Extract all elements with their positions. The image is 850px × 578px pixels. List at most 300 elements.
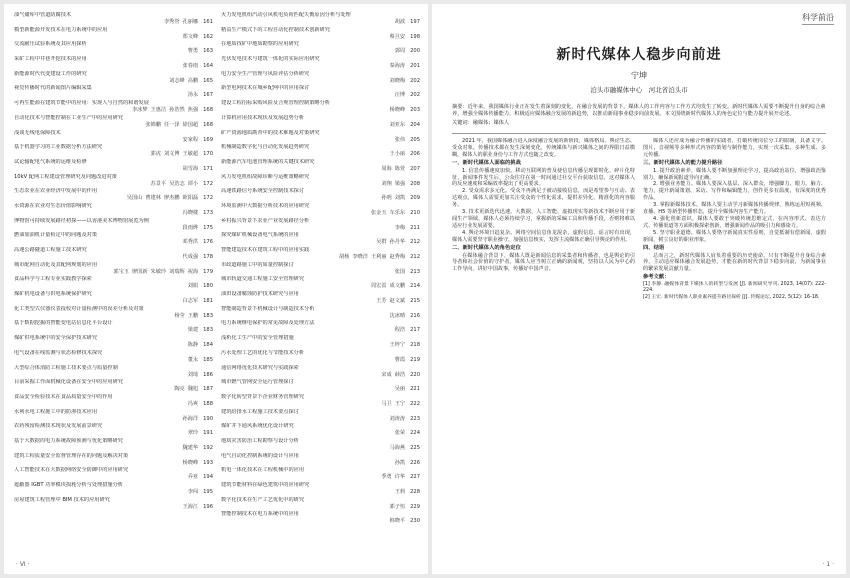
toc-entry-author: 王莉: [394, 489, 406, 496]
toc-entry-page: 201: [410, 63, 420, 70]
toc-entry-author: 焦强: [187, 107, 199, 114]
toc-entry-title: 数字化技术在生产工艺优化中的研究: [221, 496, 305, 503]
toc-entry-author: 廖国新: [131, 268, 148, 275]
toc-entry-title: 数字化转型背景下企业财务管理研究: [221, 393, 305, 400]
toc-entry-author: 刘亚东: [389, 121, 406, 128]
section-heading: 四、结语: [643, 244, 665, 251]
toc-entry-title: 浅谈无线电保障技术: [14, 129, 61, 136]
toc-entry: [14, 423, 213, 437]
toc-entry-title: 目前采掘工作面机械化设备在安全中的应用研究: [14, 379, 123, 386]
toc-entry-author: 王海江: [182, 503, 199, 510]
toc-entry-page: 216: [410, 312, 420, 319]
toc-entry-author: 曹建林: [145, 195, 161, 202]
toc-entry: [14, 159, 213, 173]
toc-entry-author: 董永: [187, 356, 199, 363]
toc-entry-title: 高速铁路信号系统安全控制技术探讨: [221, 188, 305, 195]
toc-entry: [221, 394, 420, 408]
toc-entry-title: 高速公路隧道工程施工技术研究: [14, 247, 87, 253]
toc-entry-author: 吴国山: [126, 195, 143, 202]
toc-entry-page: 183: [203, 327, 213, 334]
toc-entry-page: 192: [203, 444, 213, 451]
toc-entry-title: 市政道路施工中的质量控制探讨: [221, 261, 294, 268]
toc-entry-title: 机电一体化技术在工程机械中的应用: [221, 467, 305, 474]
toc-entry-author: 安家程: [182, 136, 199, 143]
toc-entry-author: 杨晓峰: [389, 107, 406, 114]
toc-entry-author: 曹霞: [394, 356, 406, 363]
toc-entry: [221, 262, 420, 276]
toc-entry-author: 孙明: [381, 195, 392, 202]
toc-entry: [221, 188, 420, 202]
toc-entry-page: 180: [203, 283, 213, 290]
toc-entry-page: 214: [410, 283, 420, 290]
toc-entry-title: 农药残留检测技术现状及发展前景研究: [14, 423, 103, 430]
toc-entry-page: 176: [203, 239, 213, 246]
toc-entry: [221, 379, 420, 393]
toc-entry-author: 胡波: [394, 19, 406, 26]
paragraph: 5. 坚守职业道德。媒体人要恪守新闻真实性原则，自觉抵制有偿新闻、虚假新闻，树立良好的职业形象。: [643, 229, 826, 243]
toc-entry-author: 冯晓楼: [182, 209, 199, 216]
toc-entry-title: 电力系统继电保护的常见故障及处理方法: [221, 320, 315, 327]
toc-entry-title: 智能制造背景下机械设计与制造技术分析: [221, 305, 315, 312]
toc-entry: [14, 320, 213, 334]
toc-entry: [14, 130, 213, 144]
toc-entry-author: 谭小: [187, 180, 199, 187]
toc-entry-page: 184: [203, 342, 213, 349]
toc-entry-page: 183: [203, 312, 213, 319]
toc-entry-page: 196: [203, 503, 213, 510]
toc-entry-author: 孔丽娜: [182, 19, 199, 26]
toc-entry: [14, 291, 213, 305]
paragraph: 媒体人还应成为融合传播的实践者，打破传统岗位分工的限制，具备文字、图片、音视频等多种形式内容的策划与制作能力，实现一次采集、多种生成、多元传播。: [643, 138, 826, 158]
toc-entry-author: 李晓洋: [352, 254, 368, 261]
toc-entry-page: 227: [410, 474, 420, 481]
toc-entry-author: 郑文峰: [182, 33, 199, 40]
toc-entry: [14, 85, 213, 99]
toc-entry-title: 在地质找矿中地质勘察的应用研究: [221, 41, 299, 48]
toc-entry-author: 刘文博: [163, 151, 180, 158]
toc-entry-author: 翠玲: [187, 430, 199, 437]
toc-entry-title: 大型综合体消防工程施工技术要点与质量控制: [14, 364, 118, 371]
toc-entry: [221, 100, 420, 114]
toc-entry-page: 210: [410, 209, 420, 216]
toc-entry-author: 任一泽: [163, 121, 180, 128]
toc-entry-author: 张锦鹏: [145, 121, 161, 128]
toc-entry-title: 电气设备在线监测与状态检修技术探究: [14, 349, 103, 356]
toc-entry-page: 194: [203, 474, 213, 481]
toc-entry: [221, 511, 420, 525]
toc-entry-author: 王梓宁: [389, 342, 406, 349]
article-affiliation: 泊头市融媒体中心 河北省泊头市: [590, 86, 688, 94]
toc-entry-page: 219: [410, 356, 420, 363]
toc-entry-title: 城市配网自动化及其配网规划的应用: [14, 261, 98, 268]
toc-entry: [221, 12, 420, 26]
toc-entry-author: 孙丹华: [389, 239, 406, 246]
toc-entry-title: 基于机器学习的工业数据分析方法研究: [14, 144, 103, 151]
toc-entry: [14, 482, 213, 496]
article-title: 新时代媒体人稳步向前进: [556, 47, 722, 63]
toc-entry-title: 建筑工程质量安全监督管理存在的问题及解决对策: [14, 452, 129, 459]
article-page: [432, 4, 846, 574]
toc-entry-author: 吴丽: [394, 386, 406, 393]
toc-entry-author: 刘晓梅: [389, 77, 406, 84]
toc-entry-author: 胡雪海: [182, 165, 199, 172]
reference: [2] 王宏. 新时代媒体人职业素养提升路径探析 [J]. 传媒论坛, 2022, 5(12): 16-18.: [643, 294, 820, 300]
toc-entry: [221, 291, 420, 305]
toc-entry: [14, 115, 213, 129]
toc-entry-page: 217: [410, 327, 420, 334]
toc-entry-page: 213: [410, 268, 420, 275]
toc-entry-author: 孙浩然: [169, 107, 185, 114]
toc-entry: [14, 56, 213, 70]
toc-entry-author: 白志军: [182, 298, 199, 305]
section-heading: 二、新时代媒体人的角色定位: [452, 244, 521, 251]
toc-entry-title: 精益生产模式下的工程自动化控制技术创新研究: [221, 26, 330, 33]
toc-entry-author: 陈静: [187, 342, 199, 349]
toc-entry: [14, 276, 213, 290]
toc-entry: [14, 71, 213, 85]
toc-entry: [221, 130, 420, 144]
section-heading: 一、新时代媒体人面临的挑战: [452, 159, 521, 166]
section-heading: 参考文献：: [643, 274, 670, 281]
divider: [452, 133, 826, 134]
toc-entry-page: 202: [410, 77, 420, 84]
toc-entry-title: 通信网络优化技术研究与实践探索: [221, 364, 299, 371]
toc-entry-author: 蔡旦安: [389, 33, 406, 40]
toc-entry-author: 朱敏玲: [150, 268, 167, 275]
toc-entry-page: 215: [410, 298, 420, 305]
toc-entry-title: 新型电网技术在城乡配网中的应用探讨: [221, 85, 310, 92]
toc-entry-page: 163: [203, 48, 213, 55]
toc-entry-author: 李梅: [394, 224, 406, 231]
toc-entry-author: 王利丽: [370, 254, 387, 261]
toc-entry-title: 燃油加油机计量检定中的问题及对策: [14, 232, 98, 239]
toc-entry-title: 可再生能源在建筑节能中的应用：实现人与自然的和谐发展: [14, 100, 149, 107]
paragraph: 4. 舆论环境日趋复杂。网络空间信息鱼龙混杂，虚假信息、谣言时有出现，媒体人需要坚守职业操守，加强信息核实，发挥主流媒体正确引导舆论的作用。: [452, 229, 635, 243]
toc-entry-page: 190: [203, 415, 213, 422]
toc-entry-page: 175: [203, 224, 213, 231]
toc-entry-title: 浅析化工生产中的安全管理措施: [221, 335, 294, 342]
toc-entry-page: 205: [410, 136, 420, 143]
toc-entry-author: 刘凯: [394, 195, 406, 202]
toc-entry-author: 刘瑞辉: [169, 268, 185, 275]
toc-entry-title: 油气储库中管道防腐技术: [14, 12, 72, 18]
toc-entry-author: 刘志峰: [169, 77, 185, 84]
toc-entry-author: 张金玉: [370, 209, 387, 216]
paragraph: 1. 提升政治素养。媒体人要不断加强理论学习，提高政治站位，增强政治鉴别力，确保新闻报道导向正确。: [643, 167, 826, 181]
article-author: 宁坤: [631, 71, 647, 80]
article-column-1: [452, 138, 635, 474]
abstract: 摘要：近年来，我国媒体行业正在发生着深刻的变化，在融合发展的背景下，媒体人的工作内容与工作方式均发生了转变。新时代媒体人需要不断提升自身的综合素养，增强全媒体传播能力，积极适应媒体融合发展的新趋势，以推动新闻事业稳步向前发展。本文围绕新时代媒体人的角色定位与能力提升展开论述。: [452, 104, 826, 117]
toc-entry-author: 孙海洋: [182, 415, 199, 422]
toc-entry-author: 张荣: [394, 430, 406, 437]
toc-entry: [221, 497, 420, 511]
toc-entry-page: 171: [203, 165, 213, 172]
toc-entry-title: 水资源在农业对生态价值影响研究: [14, 202, 92, 209]
toc-entry: [14, 306, 213, 320]
toc-entry-author: 郭子恒: [389, 503, 406, 510]
toc-entry-page: 204: [410, 121, 420, 128]
toc-entry-page: 178: [203, 254, 213, 261]
toc-entry-page: 230: [410, 518, 420, 525]
toc-entry-title: 火力发电机组汽动引风机电负荷匹配失衡原因分析与处理: [221, 12, 351, 18]
toc-entry-author: 秦海涛: [389, 63, 406, 70]
toc-entry-page: 220: [410, 371, 420, 378]
toc-entry-title: 油田设备腐蚀防护技术研究与应用: [221, 291, 299, 298]
toc-entry-author: 周海: [381, 165, 392, 172]
toc-entry-author: 邓秀洪: [182, 239, 199, 246]
toc-entry-page: 223: [410, 415, 420, 422]
toc-entry-page: 228: [410, 489, 420, 496]
toc-entry-title: 房屋建筑工程管理中 BIM 技术的应用研究: [14, 496, 110, 503]
toc-entry-title: 视觉传播时代的新闻图片编辑采集: [14, 85, 92, 92]
toc-entry-page: 169: [203, 136, 213, 143]
toc-entry: [14, 350, 213, 364]
toc-entry-title: 光伏发电技术与建筑一体化的实际应用研究: [221, 56, 320, 63]
toc-entry-page: 208: [410, 180, 420, 187]
toc-entry-author: 刘娟: [187, 283, 199, 290]
toc-entry-author: 刘涛涛: [389, 415, 406, 422]
toc-entry-page: 221: [410, 386, 420, 393]
toc-entry-page: 186: [203, 371, 213, 378]
toc-entry: [14, 394, 213, 408]
toc-entry-author: 王敏超: [182, 151, 199, 158]
toc-entry-author: 王小丽: [389, 151, 406, 158]
toc-entry-page: 206: [410, 151, 420, 158]
toc-column-2: [221, 12, 420, 568]
toc-entry-page: 212: [410, 239, 420, 246]
toc-entry-author: 成文鹏: [389, 283, 406, 290]
toc-entry: [221, 218, 420, 232]
toc-entry-author: 沈冰晴: [389, 312, 406, 319]
toc-entry-page: 211: [410, 224, 420, 231]
toc-entry-author: 张春雨: [182, 63, 199, 70]
toc-entry-page: 173: [203, 209, 213, 216]
toc-entry-author: 周宏雷: [370, 283, 387, 290]
toc-entry-author: 车乐东: [389, 209, 406, 216]
toc-entry-author: 魏建华: [182, 444, 199, 451]
paragraph: 2. 受众需求多元化。受众不再满足于被动接收信息，而是希望参与互动、表达观点，媒体人需要更加关注受众的个性化需求，提供差异化、精准化的内容服务。: [452, 188, 635, 209]
toc-entry-title: 新能源时代代变建设工作的研究: [14, 70, 87, 77]
toc-entry: [14, 262, 213, 276]
toc-entry-page: 170: [203, 151, 213, 158]
toc-entry-author: 苏景平: [150, 180, 167, 187]
toc-entry-page: 165: [203, 77, 213, 84]
toc-entry-author: 宋成: [381, 371, 392, 378]
article-body: [452, 138, 826, 474]
toc-entry: [221, 438, 420, 452]
toc-entry-page: 209: [410, 195, 420, 202]
toc-entry: [221, 467, 420, 481]
toc-entry-author: 代成强: [182, 254, 199, 261]
toc-entry: [14, 247, 213, 261]
toc-entry: [221, 335, 420, 349]
toc-entry-author: 段雨烨: [182, 224, 199, 231]
toc-entry-title: 食品科学与工程专业实践教学探索: [14, 276, 92, 283]
toc-entry: [221, 27, 420, 41]
toc-entry-author: 王宁: [394, 400, 406, 407]
toc-entry: [221, 159, 420, 173]
toc-entry-author: 梁强: [394, 180, 406, 187]
toc-entry-title: 电力安全生产管理与风险评估分析研究: [221, 70, 310, 77]
toc-entry-author: 吴浩志: [169, 180, 185, 187]
toc-entry-author: 胡杨: [338, 254, 350, 261]
toc-entry-page: 197: [410, 19, 420, 26]
toc-entry: [221, 409, 420, 423]
toc-entry-title: 环境监测中大数据分析技术的应用研究: [221, 202, 310, 209]
toc-entry-title: 电气自动化控制系统的设计与应用: [221, 452, 299, 459]
toc-entry-page: 164: [203, 63, 213, 70]
toc-entry-page: 179: [203, 268, 213, 275]
toc-entry-author: 欧阳磊: [182, 195, 199, 202]
toc-entry-page: 168: [203, 107, 213, 114]
paragraph: 3. 技术更新迭代迅速。大数据、人工智能、虚拟现实等新技术不断应用于新闻生产领域，媒体人必须持续学习，掌握新的采编工具和传播手段，否则将难以适应行业发展需要。: [452, 209, 635, 229]
toc-entry: [14, 365, 213, 379]
toc-entry: [14, 12, 213, 26]
toc-entry-author: 季勇: [381, 474, 392, 481]
toc-entry: [221, 276, 420, 290]
toc-entry-author: 郭虎: [150, 151, 161, 158]
toc-entry: [221, 56, 420, 70]
toc-entry-title: 智能控制技术在电力系统中的应用: [221, 511, 299, 518]
toc-entry-author: 薛浩: [394, 371, 406, 378]
toc-page: [4, 4, 428, 574]
toc-entry-page: 172: [203, 180, 213, 187]
toc-entry-title: 生态农业在农业经济中发展中的作用: [14, 188, 98, 195]
toc-entry-page: 229: [410, 503, 420, 510]
toc-entry: [221, 203, 420, 217]
toc-entry-title: 机械制造数字化与自动化发展趋势研究: [221, 144, 310, 151]
toc-entry-page: 222: [410, 400, 420, 407]
section-tag: 科学前沿: [802, 12, 834, 25]
toc-entry: [221, 350, 420, 364]
toc-entry-title: 遮蔽器 IGBT 功率模块损耗分析与处理措施分析: [14, 482, 123, 488]
toc-entry-page: 203: [410, 107, 420, 114]
toc-entry-page: 198: [410, 33, 420, 40]
toc-entry-page: 187: [203, 386, 213, 393]
toc-entry-author: 汪博: [394, 92, 406, 99]
toc-entry-author: 赵文斌: [389, 298, 406, 305]
toc-entry: [14, 188, 213, 202]
paragraph: 2021 年，我国媒体融合进入深度融合发展的新阶段，媒体格局、舆论生态、受众对象、传播技术都在发生深刻变化，传统媒体与新兴媒体之间的界限日益模糊，媒体人的职业身份与工作方式也随之改变。: [452, 138, 635, 158]
toc-entry-author: 马海燕: [389, 444, 406, 451]
toc-entry-title: 煤矿井下通风系统优化设计研究: [221, 423, 294, 430]
toc-entry-author: 陶亮: [174, 386, 185, 393]
toc-entry-author: 孙凯: [394, 459, 406, 466]
toc-entry-author: 曹勇: [187, 48, 199, 55]
paragraph: 总而言之，新时代媒体人肩负着重要的历史使命，只有不断提升自身综合素养，主动适应媒体融合发展趋势，才能在新的时代背景下稳步向前，为新闻事业的繁荣发展贡献力量。: [643, 252, 826, 273]
toc-entry: [14, 203, 213, 217]
toc-entry-title: 基于数据挖掘的智能变电站信息化平台设计: [14, 320, 113, 327]
toc-entry-author: 徐国超: [182, 121, 199, 128]
toc-entry-page: 226: [410, 459, 420, 466]
paragraph: 1. 信息传播速度加快。移动互联网的普及使信息传播呈现即时化、碎片化特征，新闻事件发生后，公众往往在第一时间通过社交平台获取信息，这对媒体人的反应速度和采编效率提出了更高要求。: [452, 167, 635, 188]
toc-entry: [14, 335, 213, 349]
toc-entry-author: 吴群: [376, 239, 387, 246]
article-column-2: [643, 138, 826, 474]
toc-entry-author: 梁建: [187, 327, 199, 334]
toc-entry: [14, 100, 213, 114]
toc-entry-author: 程浩: [394, 327, 406, 334]
toc-entry-page: 207: [410, 165, 420, 172]
toc-entry-title: 模型新能源开发技术在电力系统中的应用: [14, 26, 108, 33]
toc-entry-author: 李闯: [187, 489, 199, 496]
toc-entry-page: 224: [410, 430, 420, 437]
toc-entry: [14, 409, 213, 423]
paragraph: 2. 增强业务能力。媒体人要深入基层、深入群众，增强脚力、眼力、脑力、笔力，提升新闻策划、采访、写作和编辑能力，创作更多有温度、有深度的优秀作品。: [643, 181, 826, 202]
toc-entry-author: 刘翔: [381, 180, 392, 187]
toc-entry-author: 廖杰鹏: [163, 195, 180, 202]
toc-entry: [14, 379, 213, 393]
toc-entry-author: 张国: [394, 268, 406, 275]
toc-entry: [221, 71, 420, 85]
toc-entry-title: 矿产资源地质勘查中的技术难题及对策研究: [221, 129, 320, 136]
toc-entry-page: 172: [203, 195, 213, 202]
toc-entry: [221, 365, 420, 379]
toc-entry-page: 188: [203, 400, 213, 407]
toc-entry-author: 汤永: [187, 92, 199, 99]
paragraph: 4. 强化创新意识。媒体人要敢于突破传统思维定式，在内容形式、表达方式、传播渠道等方面积极探索创新，增强新闻作品的吸引力和感染力。: [643, 215, 826, 229]
toc-column-1: [14, 12, 213, 568]
keywords: 关键词：融媒体；媒体人: [452, 120, 510, 126]
toc-entry-title: 水利水电工程施工中的防渗技术应用: [14, 408, 98, 415]
toc-entry-author: 王惠洁: [150, 107, 167, 114]
right-page-number: · 1 ·: [822, 561, 834, 568]
toc-entry: [221, 423, 420, 437]
toc-entry: [14, 174, 213, 188]
toc-entry-page: 191: [203, 430, 213, 437]
toc-entry-title: 探究煤矿机械设备电气系统的应用: [221, 232, 299, 239]
toc-entry: [221, 247, 420, 261]
toc-entry: [14, 41, 213, 55]
toc-entry-title: 城市轨道交通工程施工安全管理研究: [221, 276, 305, 283]
toc-entry: [221, 306, 420, 320]
table-of-contents: [14, 12, 420, 568]
toc-entry-title: 乡村振兴背景下农业产业发展路径分析: [221, 217, 310, 224]
toc-entry-author: 魏旭: [187, 386, 199, 393]
toc-entry-title: 建设工程招标采购风险及合规管理控制策略分析: [221, 100, 330, 107]
toc-entry-title: 食品安全检验技术在食品质量安全中的作用: [14, 393, 113, 400]
toc-entry-title: 交流耐压试验系统及其应用探析: [14, 41, 87, 48]
toc-entry-page: 202: [410, 92, 420, 99]
toc-entry: [221, 482, 420, 496]
toc-entry-page: 195: [203, 489, 213, 496]
toc-entry-title: 试论输配电气系统的运维及检修: [14, 158, 87, 165]
toc-entry-page: 161: [203, 19, 213, 26]
toc-entry-title: 风力发电机组故障诊断与运维策略研究: [221, 173, 310, 180]
toc-entry-page: 185: [203, 356, 213, 363]
section-heading: 三、新时代媒体人的能力提升路径: [643, 159, 723, 166]
reference: [1] 李静. 融媒体背景下媒体人的转型与发展 [J]. 新闻研究导刊, 2023, 14(07): 222-224.: [643, 282, 826, 294]
toc-entry-title: 智能建造技术在建筑工程中的应用实践: [221, 247, 310, 253]
toc-entry-title: 博物馆可持续发展路径初探——以香港美术博物馆展览为例: [14, 217, 149, 224]
toc-entry-author: 郭周: [394, 48, 406, 55]
toc-entry-title: 新能源汽车电池管理系统的关键技术研究: [221, 158, 315, 165]
toc-entry-page: 181: [203, 298, 213, 305]
toc-entry-page: 193: [203, 459, 213, 466]
toc-entry-author: 韩晓平: [389, 518, 406, 525]
toc-entry-title: 计算机应用技术现状及发展趋势分析: [221, 114, 305, 121]
paragraph: 在媒体融合背景下，媒体人既是新闻信息的采集者和传播者，也是舆论的引导者和社会价值的守护者。媒体人应当树立正确的新闻观，坚持以人民为中心的工作导向，讲好中国故事，传播好中国声音。: [452, 252, 635, 273]
toc-entry-title: 建筑给排水工程施工技术要点探讨: [221, 408, 299, 415]
toc-entry: [14, 467, 213, 481]
toc-entry-author: 高鹏: [187, 77, 199, 84]
toc-entry-author: 王鹏: [187, 312, 199, 319]
toc-entry-page: 162: [203, 33, 213, 40]
toc-entry: [14, 438, 213, 452]
toc-entry-page: 225: [410, 444, 420, 451]
toc-entry-author: 杨莹: [174, 312, 185, 319]
toc-entry-author: 张伟: [394, 136, 406, 143]
